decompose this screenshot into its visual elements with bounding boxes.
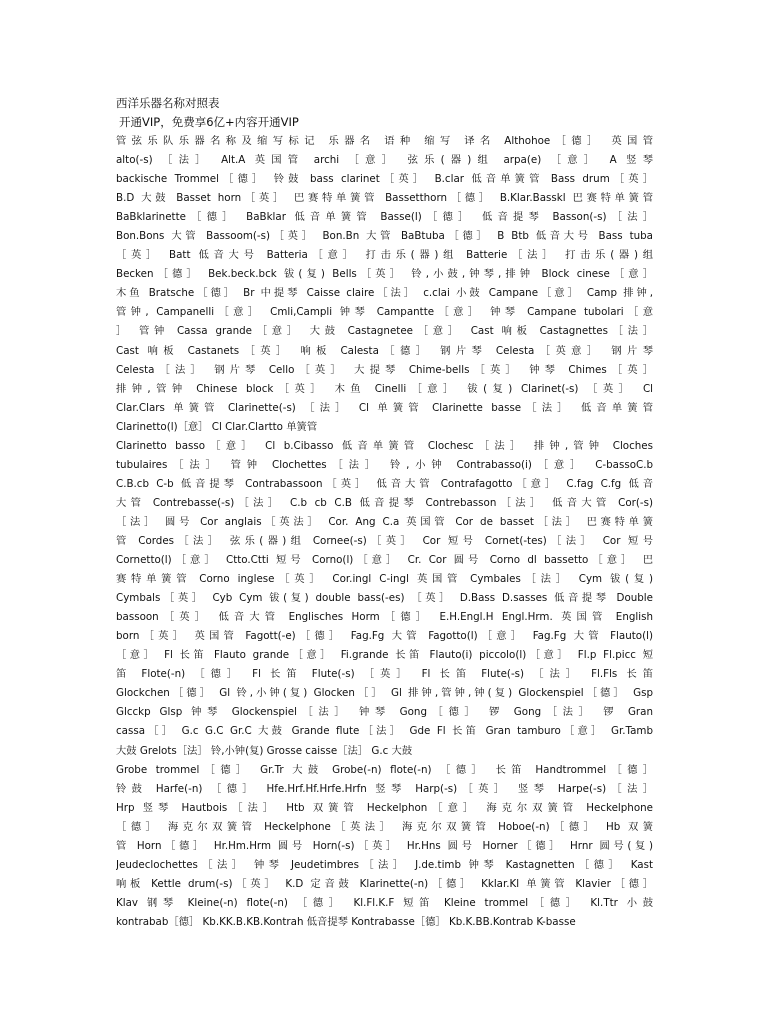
text-line: Glockchen［德］ Gl 铃,小钟(复) Glocken［］ Gl 排钟,管钟,钟(复) Glockenspiel［德］ Gsp <box>116 687 653 700</box>
text-line: BaBklarinette［德］ BaBklar 低音单簧管 Basse(l)［德］ 低音提琴 Basson(-s)［法］ <box>116 211 653 224</box>
text-line: 赛特单簧管 Corno inglese［英］ Cor.ingl C-ingl 英国管 Cymbales［法］ Cym 钹(复) <box>116 573 653 586</box>
text-line: Celesta［法］ 钢片琴 Cello［英］ 大提琴 Chime-bells［英］ 钟琴 Chimes［英］ <box>116 363 653 376</box>
text-line: ］ 管钟 Cassa grande［意］ 大鼓 Castagnetee［意］ Cast 响板 Castagnettes［法］ <box>116 325 653 338</box>
text-line: 大鼓 Grelots［法］ 铃,小钟(复) Grosse caisse［法］ G.c 大鼓 <box>116 744 413 757</box>
text-line: Grobe trommel［德］ Gr.Tr 大鼓 Grobe(-n) flote(-n) ［德］ 长笛 Handtrommel［德］ <box>116 763 653 776</box>
text-line: 大管 Contrebasse(-s)［法］ C.b cb C.B 低音提琴 Contrebasson［法］ 低音大管 Cor(-s) <box>116 496 653 509</box>
text-line: 管钟, Campanelli［意］ Cmli,Campli 钟琴 Campantte［意］ 钟琴 Campane tubolari［意 <box>116 306 653 319</box>
text-line: ［英］ Batt 低音大号 Batteria［意］ 打击乐(器)组 Batterie［法］ 打击乐(器)组 <box>116 249 653 262</box>
text-line: Clarinetto(l)［意］ Cl Clar.Clartto 单簧管 <box>116 420 318 433</box>
text-line: B.D 大鼓 Basset horn［英］ 巴赛特单簧管 Bassetthorn［德］ B.Klar.Basskl 巴赛特单簧管 <box>116 192 653 205</box>
text-line: backische Trommel［德］ 铃鼓 bass clarinet［英］ B.clar 低音单簧管 Bass drum［英］ <box>116 173 653 186</box>
text-line: 管弦乐队乐器名称及缩写标记 乐器名 语种 缩写 译名 Althohoe［德］ 英国管 <box>116 135 653 147</box>
text-line: kontrabab［德］ Kb.KK.B.KB.Kontrah 低音提琴 Kontrabasse［德］ Kb.K.BB.Kontrab K-basse <box>116 915 576 928</box>
text-line: 铃鼓 Harfe(-n) ［德］ Hfe.Hrf.Hf.Hrfe.Hrfn 竖琴 Harp(-s)［英］ 竖琴 Harpe(-s)［法］ <box>116 782 653 795</box>
text-line: 木鱼 Bratsche［德］ Br 中提琴 Caisse claire［法］ c.clai 小鼓 Campane［意］ Camp 排钟, <box>116 287 653 300</box>
text-line: Clarinetto basso［意］ Cl b.Cibasso 低音单簧管 Clochesc［法］ 排钟,管钟 Cloches <box>116 439 653 452</box>
text-line: Cast 响板 Castanets［英］ 响板 Calesta［德］ 钢片琴 Celesta［英意］ 钢片琴 <box>116 344 653 357</box>
document-body <box>116 132 653 932</box>
document-page <box>116 94 653 932</box>
text-line: 笛 Flote(-n) ［德］ Fl 长笛 Flute(-s) ［英］ Fl 长笛 Flute(-s) ［法］ Fl.Fls 长笛 <box>116 668 653 681</box>
text-line: ［意］ Fl 长笛 Flauto grande［意］ Fi.grande 长笛 Flauto(i) piccolo(l)［意］ Fl.p Fl.picc 短 <box>116 649 653 662</box>
text-line: 管 Horn［德］ Hr.Hm.Hrm 圆号 Horn(-s)［英］ Hr.Hns 圆号 Horner［德］ Hrnr 圆号(复) <box>116 839 653 852</box>
document-title: 西洋乐器名称对照表 <box>116 96 220 110</box>
text-line: born［英］ 英国管 Fagott(-e)［德］ Fag.Fg 大管 Fagotto(l)［意］ Fag.Fg 大管 Flauto(l) <box>116 630 653 643</box>
text-line: Clar.Clars 单簧管 Clarinette(-s) ［法］ Cl 单簧管 Clarinette basse［法］ 低音单簧管 <box>116 401 653 414</box>
text-line: Hrp 竖琴 Hautbois［法］ Htb 双簧管 Heckelphon［意］ 海克尔双簧管 Heckelphone <box>116 801 653 814</box>
text-line: Glcckp Glsp 钟琴 Glockenspiel［法］ 钟琴 Gong［德］ 锣 Gong［法］ 锣 Gran <box>116 706 653 719</box>
text-line: tubulaires［法］ 管钟 Clochettes［法］ 铃,小钟 Contrabasso(i)［意］ C-bassoC.b <box>116 458 653 471</box>
text-line: Cornetto(l)［意］ Ctto.Ctti 短号 Corno(l)［意］ Cr. Cor 圆号 Corno dl bassetto［意］ 巴 <box>116 554 653 567</box>
text-line: 响板 Kettle drum(-s)［英］ K.D 定音鼓 Klarinette(-n)［德］ Kklar.Kl 单簧管 Klavier［德］ <box>116 877 653 890</box>
text-line: ［法］ 圆号 Cor anglais［英法］ Cor. Ang C.a 英国管 Cor de basset［法］ 巴赛特单簧 <box>116 515 653 528</box>
text-line: Jeudeclochettes［法］ 钟琴 Jeudetimbres［法］ J.de.timb 钟琴 Kastagnetten［德］ Kast <box>116 858 653 871</box>
text-line: C.B.cb C-b 低音提琴 Contrabassoon［英］ 低音大管 Contrafagotto［意］ C.fag C.fg 低音 <box>116 477 653 490</box>
text-line: Becken［德］ Bek.beck.bck 钹(复) Bells［英］ 铃,小鼓,钟琴,排钟 Block cinese［意］ <box>116 268 653 281</box>
text-line: Klav 钢琴 Kleine(-n) flote(-n) ［德］ Kl.Fl.K.F 短笛 Kleine trommel［德］ Kl.Ttr 小鼓 <box>116 896 653 909</box>
text-line: 管 Cordes［法］ 弦乐(器)组 Cornee(-s)［英］ Cor 短号 Cornet(-tes)［法］ Cor 短号 <box>116 534 653 547</box>
text-line: ［德］ 海克尔双簧管 Heckelphone［英法］ 海克尔双簧管 Hoboe(-n)［德］ Hb 双簧 <box>116 820 653 833</box>
text-line: Cymbals［英］ Cyb Cym 钹(复) double bass(-es) ［英］ D.Bass D.sasses 低音提琴 Double <box>116 592 653 605</box>
text-line: alto(-s) ［法］ Alt.A 英国管 archi ［意］ 弦乐(器)组 arpa(e) ［意］ A 竖琴 <box>116 154 653 167</box>
text-line: bassoon［英］ 低音大管 Englisches Horm［德］ E.H.Engl.H Engl.Hrm. 英国管 English <box>116 611 653 624</box>
text-line: cassa［］ G.c G.C Gr.C 大鼓 Grande flute［法］ Gde Fl 长笛 Gran tamburo［意］ Gr.Tamb <box>116 725 653 738</box>
vip-notice: 开通VIP，免费享6亿+内容开通VIP <box>119 115 299 129</box>
text-line: Bon.Bons 大管 Bassoom(-s)［英］ Bon.Bn 大管 BaBtuba［德］ B Btb 低音大号 Bass tuba <box>116 230 653 243</box>
text-line: 排钟,管钟 Chinese block［英］ 木鱼 Cinelli［意］ 钹(复) Clarinet(-s) ［英］ Cl <box>116 382 653 395</box>
